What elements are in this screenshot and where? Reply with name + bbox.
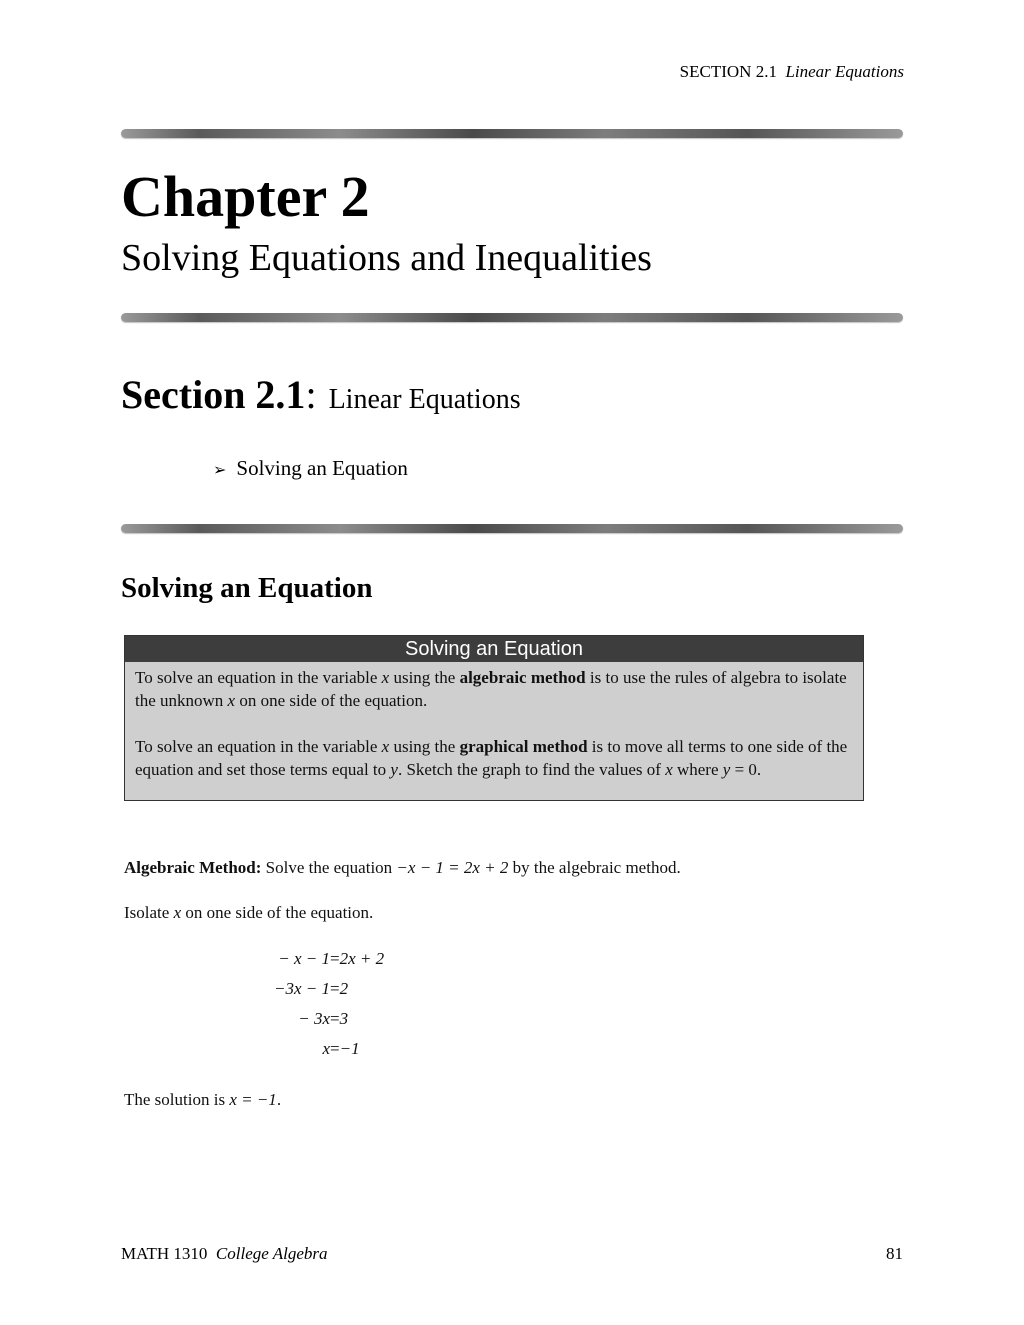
section-name: Linear Equations [328,384,521,415]
variable-x: x [173,903,182,922]
equals-sign: = [330,979,340,998]
variable-x: x [381,737,390,756]
chapter-subtitle: Solving Equations and Inequalities [121,237,652,279]
toc-item [213,456,408,481]
text-run: by the algebraic method. [508,858,681,877]
text-run: To solve an equation in the variable [135,668,382,687]
variable-x: x [381,668,390,687]
text-run: To solve an equation in the variable [135,737,382,756]
example-label: Algebraic Method: [124,858,262,877]
text-run: using the [389,737,460,756]
subsection-heading: Solving an Equation [121,572,373,604]
text-run: . [276,1090,282,1109]
section-heading [121,372,521,417]
example-instruction [124,903,373,923]
term-algebraic-method: algebraic method [459,668,586,687]
equation-step [200,978,380,1008]
toc-item-label: Solving an Equation [236,456,408,480]
running-header-section-title: Linear Equations [785,62,904,81]
text-run: on one side of the equation. [181,903,374,922]
variable-x: x [227,691,236,710]
text-run: on one side of the equation. [235,691,428,710]
algebraic-method-definition [135,666,853,712]
solution-equation: x = −1 [229,1090,277,1109]
page-number: 81 [886,1244,903,1263]
example-equation: −x − 1 = 2x + 2 [396,858,509,877]
arrowhead-bullet-icon: ➢ [213,460,227,479]
equation-lhs: x [322,1039,330,1058]
definition-box-body [125,662,863,781]
definition-box [124,635,864,801]
equals-sign: = [330,1039,340,1058]
text-run: is to use the rules of algebra to isolate the unknown [135,668,847,710]
equation-step [200,1038,380,1068]
equals-sign: = [330,949,340,968]
equation-lhs: − 3x [298,1009,330,1028]
equation-step [200,948,385,978]
equation-steps [200,948,385,1068]
equation-rhs: −1 [339,1039,360,1058]
equation-rhs: 2 [339,979,349,998]
text-run: The solution is [124,1090,230,1109]
example-prompt [124,858,681,878]
running-header [680,62,904,82]
divider-rule-2 [121,313,903,322]
equation-rhs: 2x + 2 [339,949,385,968]
equals-sign: = [330,1009,340,1028]
text-run: where [672,760,723,779]
text-run: Isolate [124,903,174,922]
example-solution [124,1090,281,1110]
term-graphical-method: graphical method [459,737,588,756]
running-header-section-label: SECTION 2.1 [679,62,777,81]
graphical-method-definition [135,735,853,781]
definition-box-title: Solving an Equation [125,636,863,662]
equation-step [200,1008,380,1038]
section-number: Section 2.1 [121,372,306,417]
text-run: = 0. [730,760,762,779]
text-run: is to move all terms to one side of the equation and set those terms equal to [135,737,848,779]
section-colon: : [305,372,317,417]
footer-course-title: College Algebra [215,1244,328,1263]
variable-y: y [722,760,731,779]
equation-lhs: − x − 1 [278,949,330,968]
page-footer [121,1244,903,1264]
text-run: . Sketch the graph to find the values of [397,760,666,779]
text-run: using the [389,668,460,687]
equation-lhs: −3x − 1 [274,979,330,998]
footer-course: MATH 1310 [121,1244,208,1263]
divider-rule-1 [121,129,903,138]
variable-x: x [665,760,673,779]
text-run: Solve the equation [261,858,397,877]
chapter-title: Chapter 2 [121,164,370,229]
variable-y: y [390,760,398,779]
equation-rhs: 3 [339,1009,349,1028]
divider-rule-3 [121,524,903,533]
